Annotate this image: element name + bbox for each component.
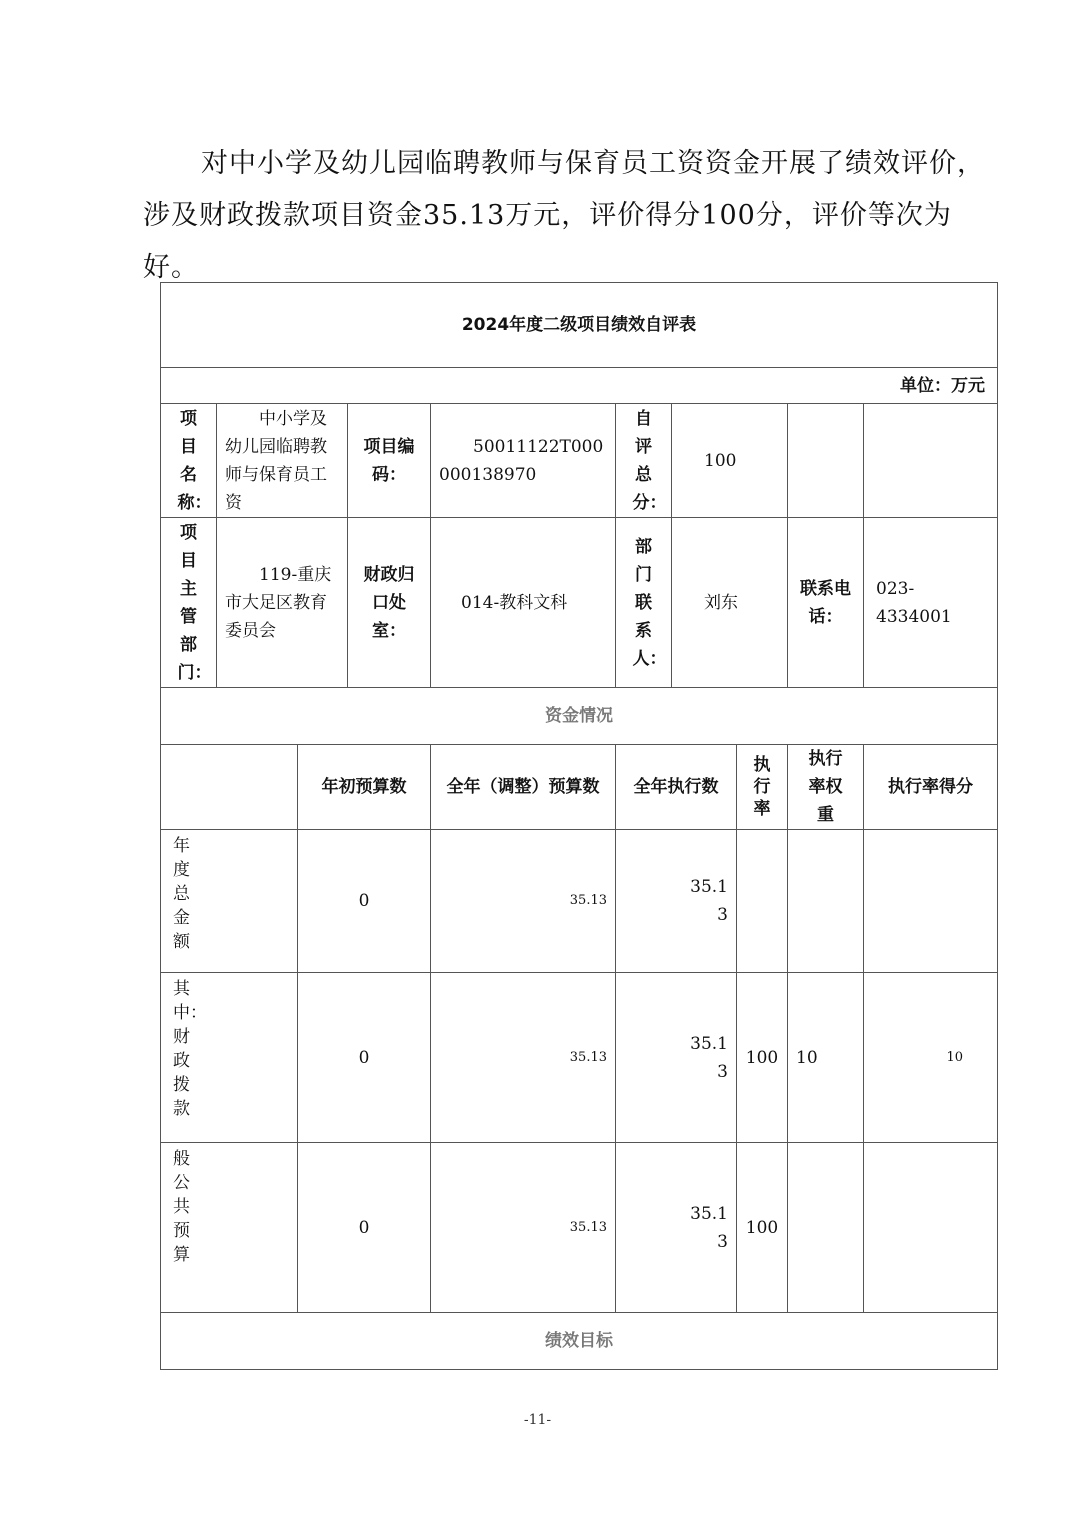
header-blank [161, 745, 298, 830]
intro-text: 对中小学及幼儿园临聘教师与保育员工资资金开展了绩效评价，涉及财政拨款项目资金35.13万元，评价得分100分，评价等次为好。 [143, 148, 985, 283]
adjusted-budget-cell: 35.13 [431, 973, 616, 1143]
initial-budget-cell: 0 [298, 973, 431, 1143]
page-number: -11- [523, 1412, 552, 1428]
contact-label: 部门联系人： [616, 518, 672, 688]
header-rate: 执行率 [737, 745, 788, 830]
weight-cell [788, 1143, 864, 1313]
project-name-label: 项目名称： [161, 404, 217, 518]
header-weight: 执行率权重 [788, 745, 864, 830]
adjusted-budget-cell: 35.13 [431, 830, 616, 973]
rate-cell: 100 [737, 973, 788, 1143]
executed-cell: 35.1 3 [616, 973, 737, 1143]
header-score: 执行率得分 [864, 745, 998, 830]
row-label: 年度总金额 [161, 830, 298, 973]
intro-paragraph [143, 138, 988, 294]
self-score-label: 自评总分： [616, 404, 672, 518]
initial-budget-cell: 0 [298, 830, 431, 973]
header-initial-budget: 年初预算数 [298, 745, 431, 830]
dept-value: 119-重庆市大足区教育委员会 [217, 518, 348, 688]
executed-cell: 35.1 3 [616, 1143, 737, 1313]
funds-section-title: 资金情况 [161, 688, 998, 745]
score-cell [864, 830, 998, 973]
goals-section-title: 绩效目标 [161, 1313, 998, 1370]
adjusted-budget-cell: 35.13 [431, 1143, 616, 1313]
header-executed: 全年执行数 [616, 745, 737, 830]
weight-cell [788, 830, 864, 973]
rate-cell [737, 830, 788, 973]
weight-cell: 10 [788, 973, 864, 1143]
empty-cell [788, 404, 864, 518]
unit-label: 单位：万元 [161, 368, 998, 404]
self-score-value: 100 [672, 404, 788, 518]
finance-office-value: 014-教科文科 [431, 518, 616, 688]
row-label: 般公共预算 [161, 1143, 298, 1313]
initial-budget-cell: 0 [298, 1143, 431, 1313]
rate-cell: 100 [737, 1143, 788, 1313]
dept-label: 项目主管部门： [161, 518, 217, 688]
table-row [161, 973, 998, 1143]
project-code-label: 项目编码： [348, 404, 431, 518]
empty-cell [864, 404, 998, 518]
phone-value: 023-4334001 [864, 518, 998, 688]
row-label: 其中：财政拨款 [161, 973, 298, 1143]
finance-office-label: 财政归口处室： [348, 518, 431, 688]
score-cell: 10 [864, 973, 998, 1143]
executed-cell: 35.1 3 [616, 830, 737, 973]
header-adjusted-budget: 全年（调整）预算数 [431, 745, 616, 830]
table-title: 2024年度二级项目绩效自评表 [161, 283, 998, 368]
table-row [161, 1143, 998, 1313]
phone-label: 联系电话： [788, 518, 864, 688]
contact-value: 刘东 [672, 518, 788, 688]
project-name-value: 中小学及幼儿园临聘教师与保育员工资 [217, 404, 348, 518]
table-row [161, 830, 998, 973]
project-code-value: 50011122T000000138970 [431, 404, 616, 518]
score-cell [864, 1143, 998, 1313]
performance-table [160, 282, 998, 1370]
